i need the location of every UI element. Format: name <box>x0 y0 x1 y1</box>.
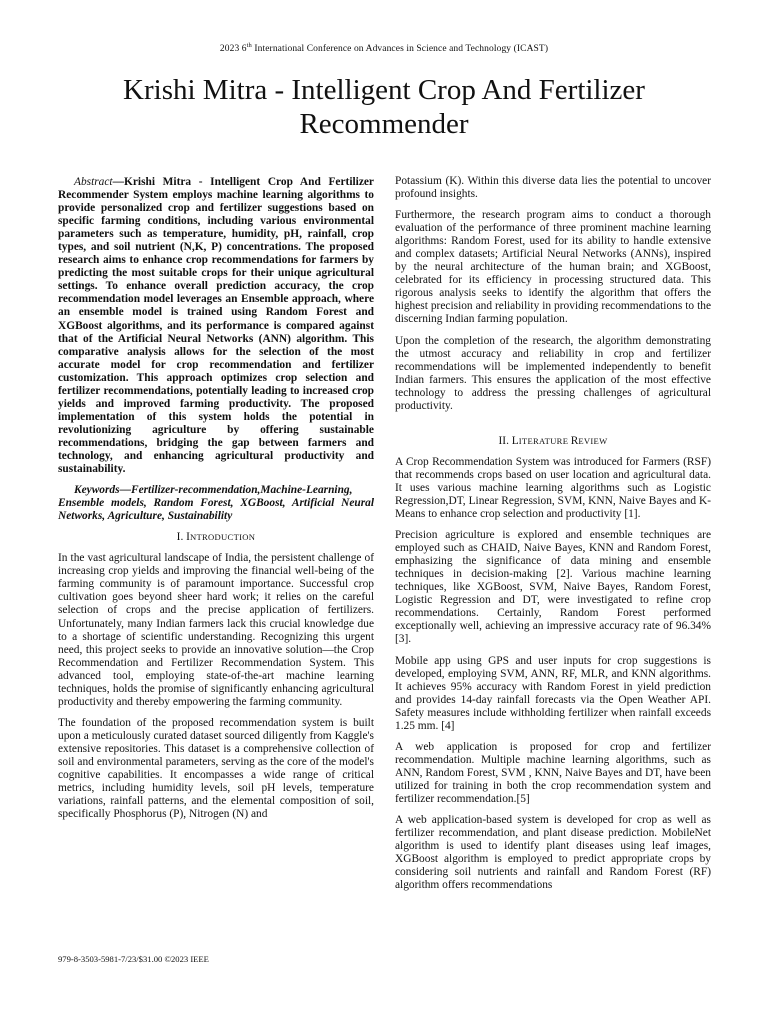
keywords-label: Keywords <box>74 484 120 497</box>
conference-name: International Conference on Advances in Science and Technology (ICAST) <box>254 44 549 55</box>
intro-paragraph-1: In the vast agricultural landscape of India, the persistent challenge of increasing crop yields and improving the financial well-being of the farming community is of paramount importance. Successful crop cultivation goes beyond sheer hard work; it relies on the careful selection of crops and the precise application of fertilizers. Unfortunately, many Indian farmers lack this crucial knowledge due to a shortage of scientific understanding. Recognizing this urgent need, this project seeks to provide an innovative solution—the Crop Recommendation and Fertilizer Recommendation System. This advanced tool, employing state-of-the-art machine learning techniques, holds the promise of significantly enhancing agricultural productivity and thereby empowering the farming community. <box>58 552 374 708</box>
intro-paragraph-4: Furthermore, the research program aims to conduct a thorough evaluation of the performance of three prominent machine learning algorithms: Random Forest, used for its ability to handle extensive and complex datasets; Artificial Neural Networks (ANNs), inspired by the neural architecture of the human brain; and XGBoost, celebrated for its efficiency in processing structured data. This rigorous analysis seeks to identify the algorithm that offers the highest precision and reliability in providing recommendations to the discerning Indian farming population. <box>395 209 711 326</box>
literature-paragraph-4: A web application is proposed for crop and fertilizer recommendation. Multiple machine learning algorithms, such as ANN, Random Forest, SVM , KNN, Naive Bayes and DT, have been utilized for training in both the crop recommendation system and fertilizer recommendation.[5] <box>395 740 711 805</box>
literature-paragraph-1: A Crop Recommendation System was introduced for Farmers (RSF) that recommends crops based on user location and agricultural data. It uses various machine learning algorithms such as Logistic Regression,DT, Linear Regression, SVM, KNN, Naive Bayes and K-Means to enhance crop selection and productivity [1]. <box>395 455 711 521</box>
abstract-text: Krishi Mitra - Intelligent Crop And Fertilizer Recommender System employs machine learning algorithms to provide personalized crop and fertilizer suggestions based on specific farming conditions, including various environmental parameters such as temperature, humidity, pH, rainfall, crop types, and soil nutrient (N,K, P) concentrations. The proposed research aims to enhance crop recommendations for farmers by predicting the most suitable crops for their unique agricultural settings. To enhance overall prediction accuracy, the crop recommendation model leverages an Ensemble approach, where an ensemble model is trained using Random Forest and XGBoost algorithms, and its performance is compared against that of the Artificial Neural Networks (ANN) algorithm. This comparative analysis allows for the selection of the most accurate model for crop recommendation and fertilizer customization. This approach optimizes crop selection and fertilizer recommendations, potentially leading to increased crop yields and improved farming productivity. The proposed implementation of this system holds the potential in revolutionizing agriculture by offering sustainable recommendations, bridging the gap between farmers and technology, and enhancing agricultural productivity and sustainability. <box>58 176 374 476</box>
keywords-text: —Fertilizer-recommendation,Machine-Learning, Ensemble models, Random Forest, XGBoost, Artificial Neural Networks, Agriculture, Sustainability <box>58 484 374 523</box>
intro-paragraph-2: The foundation of the proposed recommendation system is built upon a meticulously curated dataset sourced diligently from Kaggle's extensive repositories. This dataset is a comprehensive collection of soil and environmental parameters, serving as the core of the model's cognitive capabilities. It encompasses a wide range of critical metrics, including humidity levels, soil pH levels, temperature variations, rainfall patterns, and the elemental composition of soil, specifically Phosphorus (P), Nitrogen (N) and <box>58 716 374 821</box>
conference-ordinal: 6 <box>241 44 247 55</box>
copyright-footer: 979-8-3503-5981-7/23/$31.00 ©2023 IEEE <box>58 954 209 964</box>
left-column <box>58 176 374 829</box>
literature-paragraph-2: Precision agriculture is explored and ensemble techniques are employed such as CHAID, Naive Bayes, KNN and Random Forest, emphasizing the significance of data mining and ensemble techniques in decision-making [2]. Various machine learning techniques, like XGBoost, SVM, Naive Bayes, Random Forest, Logistic Regression and DT, were investigated to refine crop recommendations. Certainly, Random Forest performed exceptionally well, achieving an impressive accuracy rate of 96.34% [3]. <box>395 529 711 646</box>
abstract <box>58 176 374 476</box>
right-column <box>395 175 711 900</box>
paper-title: Krishi Mitra - Intelligent Crop And Fertilizer Recommender <box>123 74 645 141</box>
keywords <box>58 484 374 523</box>
conference-ordinal-suffix: th <box>246 42 252 49</box>
abstract-label: Abstract <box>74 176 113 188</box>
conference-year: 2023 <box>219 44 240 55</box>
intro-paragraph-3: Potassium (K). Within this diverse data lies the potential to uncover profound insights. <box>395 175 711 201</box>
conference-header <box>0 42 768 54</box>
intro-paragraph-5: Upon the completion of the research, the algorithm demonstrating the utmost accuracy and reliability in crop and fertilizer recommendations will be implemented independently to benefit Indian farmers. This ensures the application of the most effective technology to address the pressing challenges of agricultural productivity. <box>395 334 711 412</box>
abstract-dash: — <box>112 176 124 188</box>
literature-paragraph-5: A web application-based system is developed for crop as well as fertilizer recommendation, and plant disease prediction. MobileNet algorithm is used to identify plant diseases using leaf images, XGBoost algorithm is employed to predict appropriate crops by considering soil nutrients and rainfall and Random Forest (RF) algorithm offers recommendations <box>395 814 711 892</box>
literature-paragraph-3: Mobile app using GPS and user inputs for crop suggestions is developed, employing SVM, ANN, RF, MLR, and KNN algorithms. It achieves 95% accuracy with Random Forest in yield prediction and provides 14-day rainfall forecasts via the Open Weather API. Safety measures include withholding fertilizer when rainfall exceeds 1.25 mm. [4] <box>395 654 711 732</box>
section-heading-introduction: I. INTRODUCTION <box>176 531 256 544</box>
section-heading-literature-review: II. LITERATURE REVIEW <box>498 434 608 447</box>
